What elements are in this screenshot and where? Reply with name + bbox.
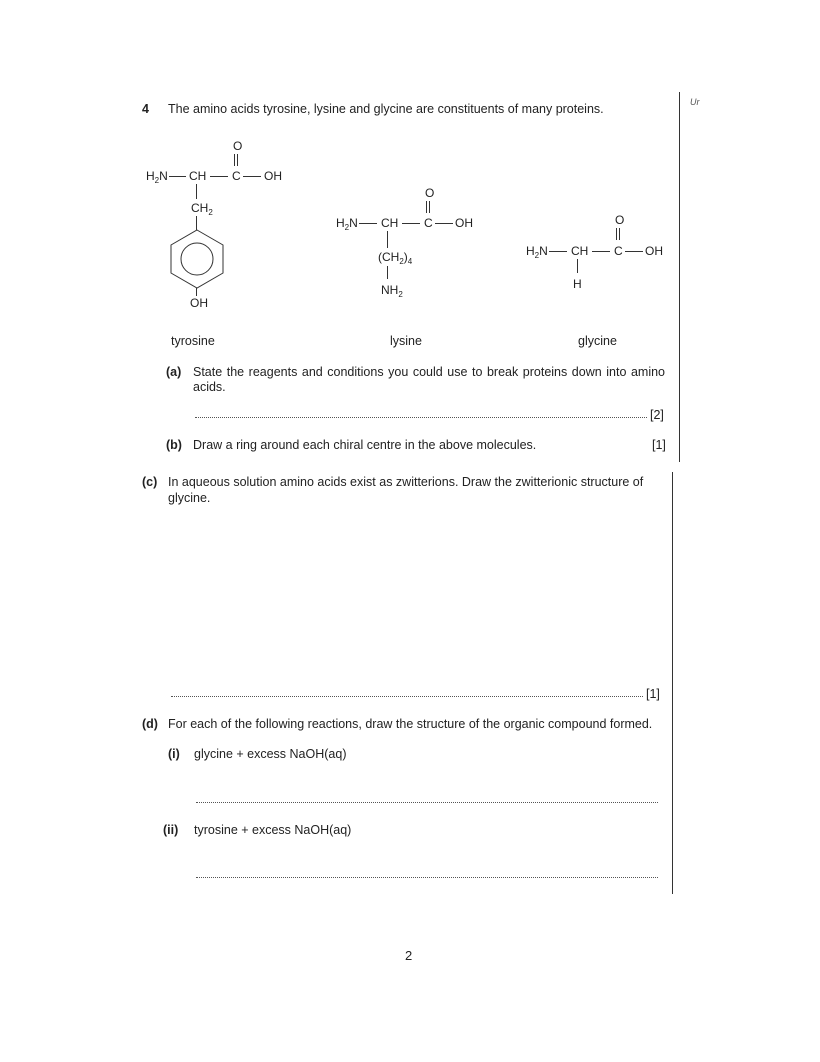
part-c-drawing-area[interactable] — [168, 512, 658, 682]
lysine-bond-3 — [435, 223, 453, 224]
tyrosine-carbonyl-o: O — [233, 139, 243, 153]
part-d-label: (d) — [142, 717, 158, 731]
tyrosine-oh: OH — [264, 169, 282, 183]
part-b-marks: [1] — [652, 438, 666, 452]
part-d-ii-text: tyrosine + excess NaOH(aq) — [194, 823, 352, 837]
tyrosine-bond-6 — [196, 288, 197, 296]
lysine-double-bond — [426, 201, 430, 213]
glycine-carbonyl-o: O — [615, 213, 625, 227]
part-d-i-answer-line[interactable] — [196, 802, 658, 803]
lysine-carboxyl-c: C — [424, 216, 433, 230]
lysine-bond-4 — [387, 231, 388, 248]
part-c-answer-line[interactable] — [171, 696, 643, 697]
tyrosine-ring-oh: OH — [190, 296, 208, 310]
benzene-ring-icon — [168, 228, 226, 290]
part-a-text-line2: acids. — [193, 380, 226, 394]
part-c-marks: [1] — [646, 687, 660, 701]
part-d-i-label: (i) — [168, 747, 180, 761]
part-d-i-text: glycine + excess NaOH(aq) — [194, 747, 347, 761]
tyrosine-ch2: $CH_2$ — [191, 201, 213, 217]
tyrosine-carboxyl-c: C — [232, 169, 241, 183]
part-a-text-line1: State the reagents and conditions you could use to break proteins down into amino — [193, 365, 665, 379]
glycine-double-bond — [616, 228, 620, 240]
glycine-name: glycine — [578, 334, 617, 348]
part-a-label: (a) — [166, 365, 182, 379]
lysine-carbonyl-o: O — [425, 186, 435, 200]
tyrosine-ch: CH — [189, 169, 207, 183]
part-d-ii-label: (ii) — [163, 823, 179, 837]
tyrosine-bond-1 — [169, 176, 186, 177]
question-stem: The amino acids tyrosine, lysine and glycine are constituents of many proteins. — [168, 102, 604, 116]
lysine-ch: CH — [381, 216, 399, 230]
tyrosine-amine: $H_2N$ — [146, 169, 168, 185]
tyrosine-double-bond — [234, 154, 238, 166]
part-a-answer-line[interactable] — [195, 417, 647, 418]
margin-code: Ur — [690, 97, 700, 107]
glycine-bond-2 — [592, 251, 610, 252]
question-number: 4 — [142, 102, 149, 116]
glycine-bond-3 — [625, 251, 643, 252]
glycine-oh: OH — [645, 244, 663, 258]
lysine-bond-2 — [402, 223, 420, 224]
part-d-ii-answer-line[interactable] — [196, 877, 658, 878]
margin-rule-top — [679, 92, 680, 462]
lysine-oh: OH — [455, 216, 473, 230]
part-d-text: For each of the following reactions, draw the structure of the organic compound formed. — [168, 717, 653, 731]
part-b-label: (b) — [166, 438, 182, 452]
tyrosine-bond-2 — [210, 176, 228, 177]
lysine-bond-1 — [359, 223, 377, 224]
glycine-h: H — [573, 277, 582, 291]
part-a-marks: [2] — [650, 408, 664, 422]
part-c-text-line1: In aqueous solution amino acids exist as zwitterions. Draw the zwitterionic structure of — [168, 475, 644, 489]
tyrosine-bond-3 — [243, 176, 261, 177]
margin-rule-bottom — [672, 472, 673, 894]
lysine-amine: $H_2N$ — [336, 216, 358, 232]
lysine-nh2: $NH_2$ — [381, 283, 403, 299]
glycine-carboxyl-c: C — [614, 244, 623, 258]
glycine-amine: $H_2N$ — [526, 244, 548, 260]
page-number: 2 — [405, 948, 413, 963]
lysine-name: lysine — [390, 334, 422, 348]
lysine-bond-5 — [387, 266, 388, 279]
tyrosine-bond-4 — [196, 184, 197, 199]
glycine-bond-1 — [549, 251, 567, 252]
glycine-bond-4 — [577, 259, 578, 273]
tyrosine-name: tyrosine — [171, 334, 215, 348]
lysine-chain: $(CH_2)_4$ — [378, 250, 413, 266]
part-c-label: (c) — [142, 475, 158, 489]
part-c-text-line2: glycine. — [168, 491, 211, 505]
glycine-ch: CH — [571, 244, 589, 258]
part-b-text: Draw a ring around each chiral centre in the above molecules. — [193, 438, 537, 452]
